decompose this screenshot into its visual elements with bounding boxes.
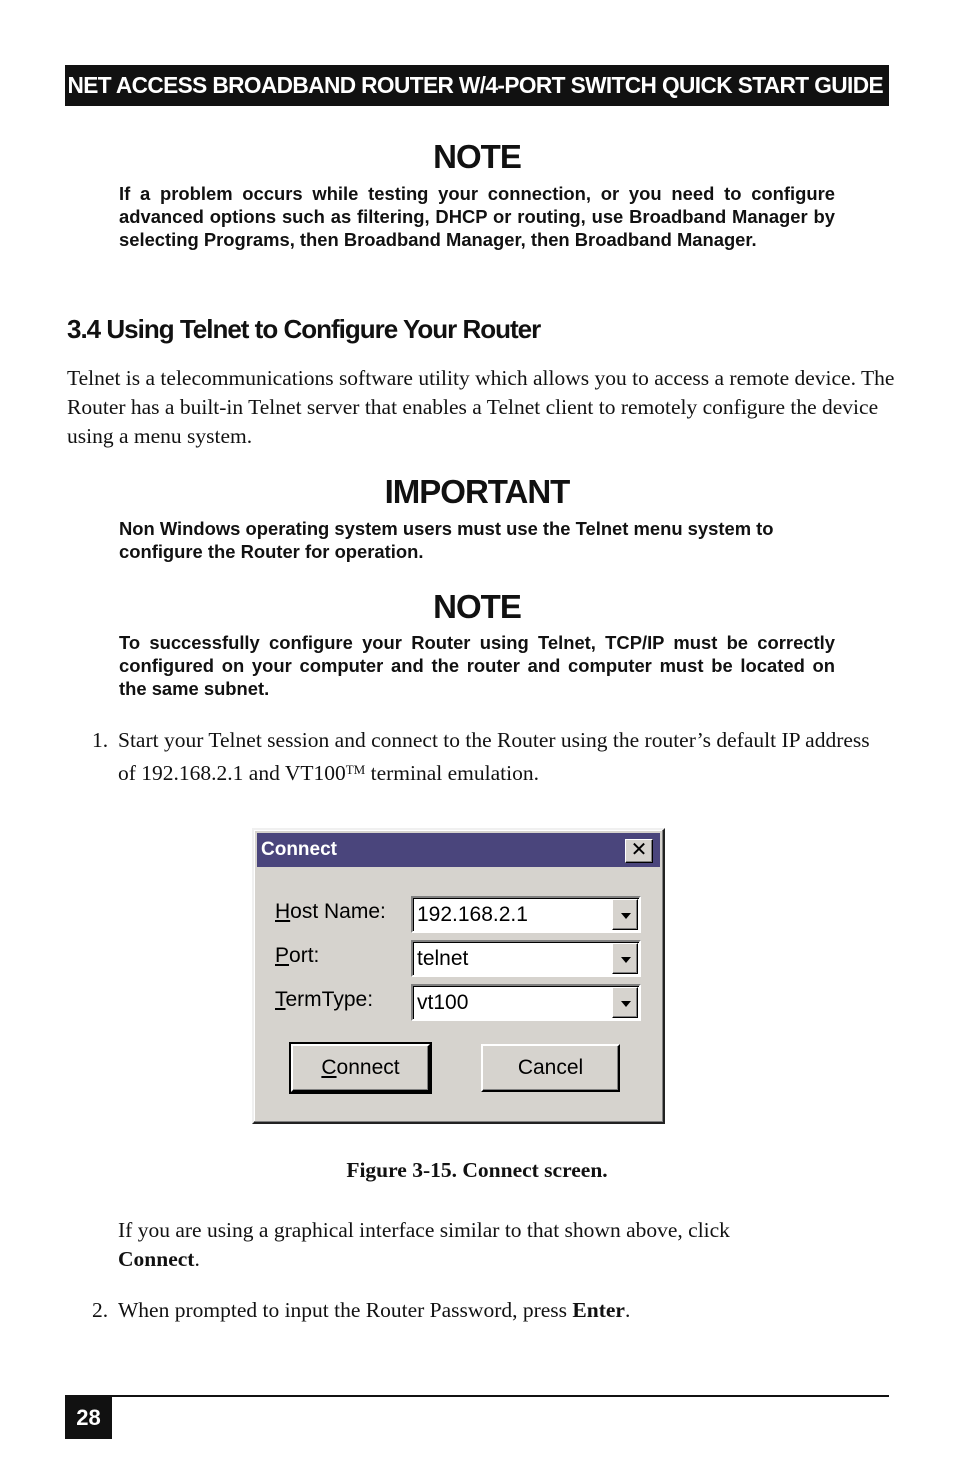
footer-rule (65, 1395, 889, 1397)
step-1 (92, 726, 892, 788)
step-2-number: 2. (92, 1298, 109, 1322)
note-title-2: NOTE (433, 588, 521, 625)
step-1-number: 1. (92, 728, 109, 752)
important-body: Non Windows operating system users must use the Telnet menu system to configure the Router for operation. (119, 518, 774, 562)
termtype-combobox[interactable] (411, 984, 641, 1021)
note-title: NOTE (433, 138, 521, 175)
step-1-text: Start your Telnet session and connect to the Router using the router’s default IP address of 192.168.2.1 and VT100 (118, 728, 870, 785)
trademark-mark: TM (345, 762, 366, 777)
running-header: NET ACCESS BROADBAND ROUTER W/4-PORT SWITCH QUICK START GUIDE (65, 65, 889, 106)
enter-keyword: Enter (572, 1298, 625, 1322)
note-body-2: To successfully configure your Router using Telnet, TCP/IP must be correctly configured on your computer and the router and computer must be located on the same subnet. (119, 632, 835, 699)
step-2: 2. When prompted to input the Router Password, press Enter. (92, 1296, 892, 1325)
port-value[interactable]: telnet (417, 947, 469, 970)
dialog-titlebar[interactable] (257, 833, 660, 867)
connect-keyword: Connect (118, 1247, 195, 1271)
host-name-value[interactable]: 192.168.2.1 (417, 903, 528, 926)
host-name-label: Host Name: (275, 900, 386, 923)
termtype-label: TermType: (275, 988, 374, 1011)
connect-button[interactable]: Connect (291, 1044, 430, 1092)
section-heading: 3.4 Using Telnet to Configure Your Router (67, 314, 541, 344)
important-title: IMPORTANT (384, 473, 570, 510)
intro-paragraph: Telnet is a telecommunications software utility which allows you to access a remote device. The Router has a built-in Telnet server that enables a Telnet client to remotely configure the device using a menu system. (67, 366, 895, 448)
host-name-combobox[interactable] (411, 896, 641, 933)
dialog-title: Connect (261, 839, 337, 860)
after-figure-paragraph: If you are using a graphical interface similar to that shown above, click Connect. (118, 1218, 730, 1271)
port-combobox[interactable] (411, 940, 641, 977)
port-label: Port: (275, 944, 320, 967)
step-2-text: When prompted to input the Router Password, press (118, 1298, 573, 1322)
cancel-button[interactable]: Cancel (481, 1044, 620, 1092)
step-1-text-end: terminal emulation. (365, 761, 539, 785)
termtype-value[interactable]: vt100 (417, 991, 469, 1014)
chevron-down-icon[interactable] (612, 899, 638, 930)
page-number: 28 (65, 1397, 112, 1439)
close-icon[interactable]: ✕ (625, 839, 653, 863)
chevron-down-icon[interactable] (612, 987, 638, 1018)
note-body: If a problem occurs while testing your connection, or you need to configure advanced options such as filtering, DHCP or routing, use Broadband Manager by selecting Programs, then Broadband Manager, then Broadband Manager. (119, 183, 835, 250)
chevron-down-icon[interactable] (612, 943, 638, 974)
figure-caption: Figure 3-15. Connect screen. (346, 1158, 608, 1182)
connect-dialog (252, 828, 665, 1124)
